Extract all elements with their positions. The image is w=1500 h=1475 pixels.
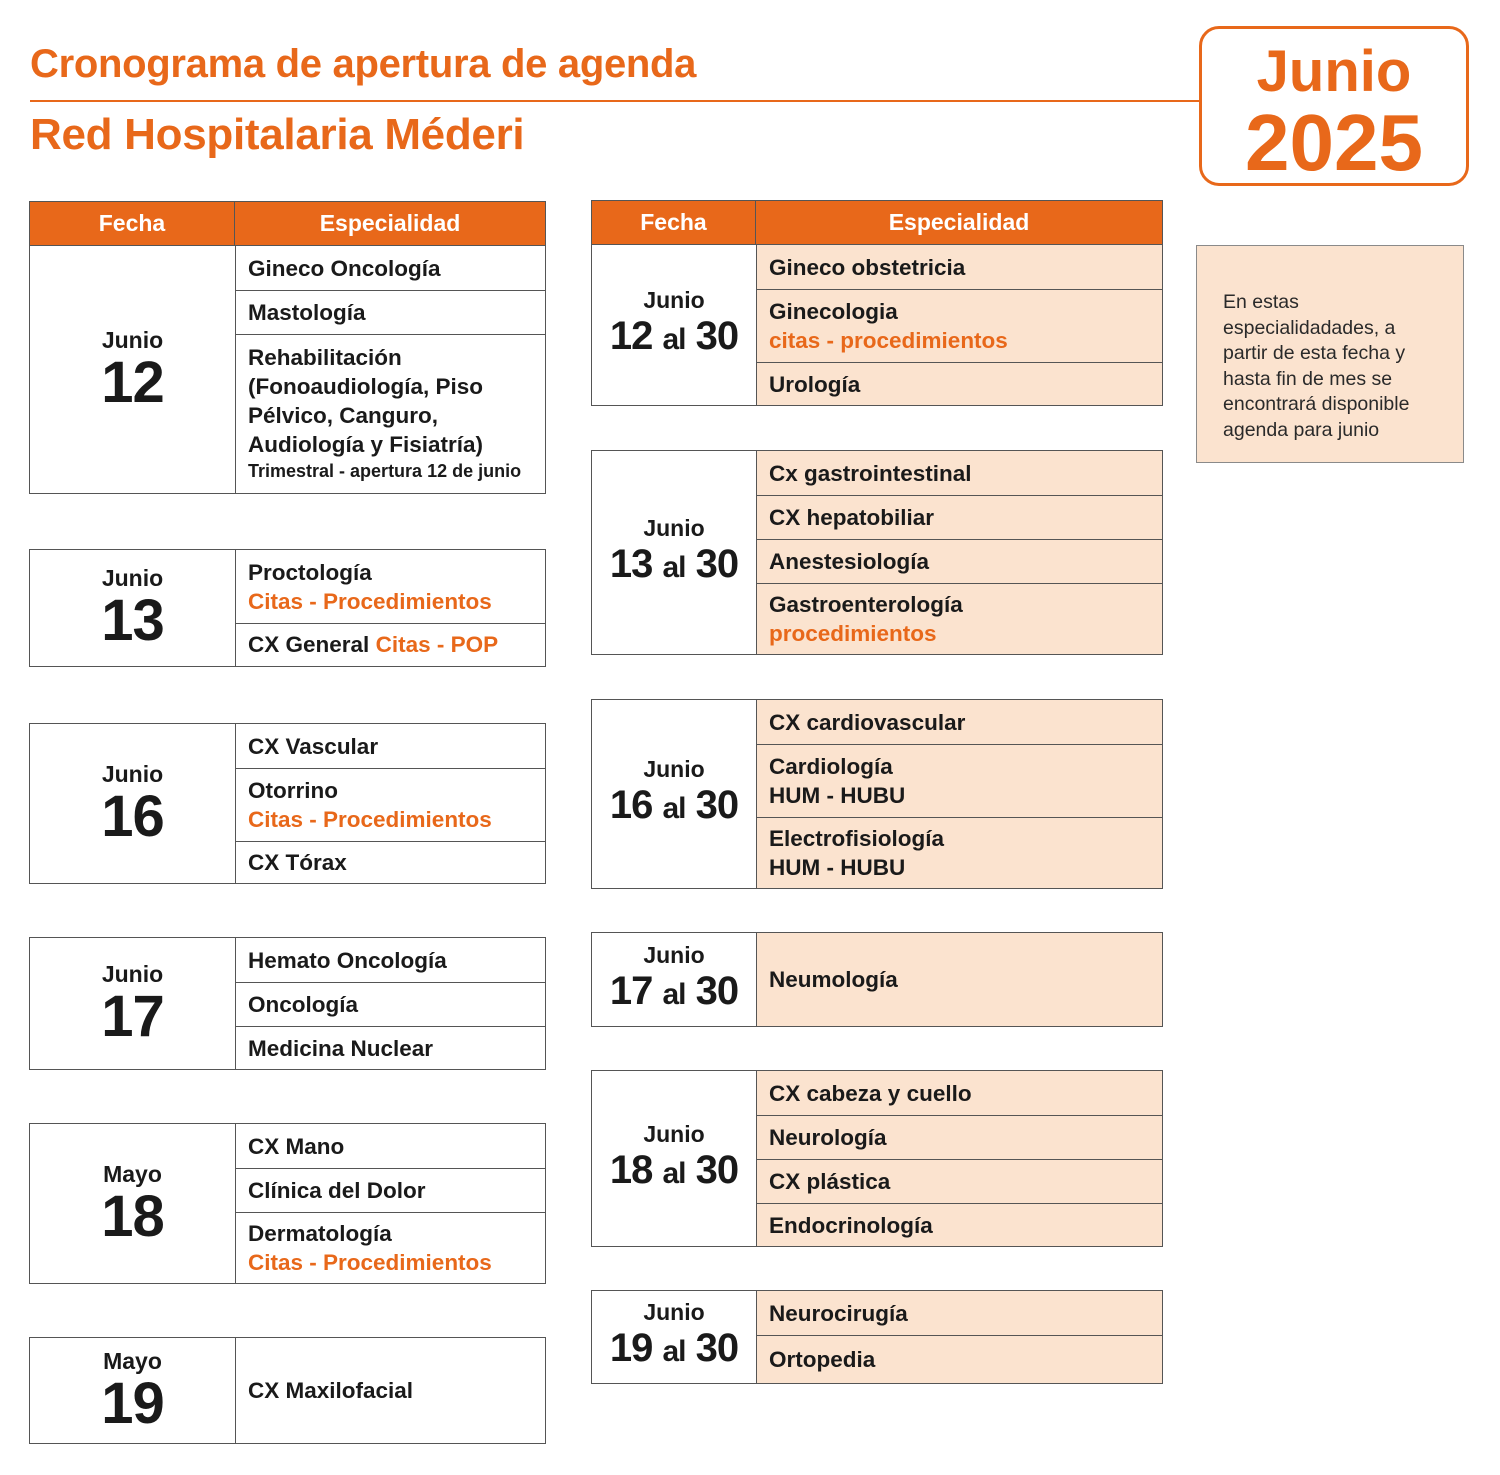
specialty-row — [236, 841, 545, 883]
date-month: Junio — [101, 326, 164, 353]
specialty-name: Oncología — [248, 992, 359, 1017]
date-day: 19 — [101, 1370, 164, 1436]
specialty-subtype: Citas - Procedimientos — [248, 807, 492, 832]
specialty-row — [236, 1338, 545, 1443]
date-month: Junio — [101, 565, 164, 591]
specialty-row — [757, 245, 1162, 289]
specialty-row — [236, 938, 545, 982]
left-col-date-header: Fecha — [30, 202, 235, 245]
right-date-group — [591, 1290, 1163, 1384]
specialty-name: CX Mano — [248, 1133, 345, 1159]
specialty-name: Ginecologia — [769, 299, 898, 324]
left-date-group — [29, 1123, 546, 1284]
specialty-row — [236, 334, 545, 493]
specialty-row — [757, 539, 1162, 583]
specialty-list — [757, 245, 1162, 405]
range-start: 16 — [609, 783, 653, 827]
specialty-name: Gineco Oncología — [248, 255, 441, 281]
specialty-row — [757, 1291, 1162, 1335]
date-range — [610, 541, 738, 591]
date-cell — [592, 933, 757, 1026]
specialty-row — [757, 933, 1162, 1026]
specialty-row — [236, 768, 545, 841]
specialty-name: Neurocirugía — [769, 1300, 908, 1326]
specialty-row — [757, 495, 1162, 539]
specialty-row — [757, 817, 1162, 888]
page-subtitle: Red Hospitalaria Méderi — [30, 110, 525, 159]
range-end: 30 — [695, 1147, 739, 1192]
right-date-group — [591, 244, 1163, 406]
date-month: Junio — [101, 960, 164, 987]
title-divider — [30, 100, 1202, 102]
date-month: Junio — [643, 756, 705, 782]
left-table-header — [29, 201, 546, 246]
specialty-list — [757, 700, 1162, 888]
right-date-group — [591, 450, 1163, 655]
specialty-list — [236, 938, 545, 1069]
specialty-row — [757, 1071, 1162, 1115]
range-start: 18 — [609, 1147, 653, 1192]
date-range — [610, 968, 738, 1018]
date-day: 13 — [101, 588, 164, 653]
specialty-row — [236, 1212, 545, 1283]
left-date-group — [29, 723, 546, 884]
date-cell — [592, 245, 757, 405]
date-month: Junio — [643, 1120, 705, 1147]
specialty-list — [757, 1071, 1162, 1246]
date-cell — [30, 1338, 236, 1443]
right-col-date-header: Fecha — [592, 201, 756, 244]
month-year-box — [1199, 26, 1469, 186]
range-connector: al — [662, 550, 686, 584]
specialty-name: CX Tórax — [248, 850, 347, 875]
specialty-name: Hemato Oncología — [248, 947, 447, 973]
date-month: Junio — [643, 941, 705, 968]
specialty-row — [757, 1159, 1162, 1203]
date-cell — [30, 1124, 236, 1283]
date-range — [610, 1147, 738, 1197]
specialty-list — [236, 1124, 545, 1283]
specialty-name: Cx gastrointestinal — [769, 460, 972, 486]
date-cell — [30, 246, 236, 493]
specialty-name: CX plástica — [769, 1169, 891, 1194]
left-date-group — [29, 1337, 546, 1444]
date-cell — [30, 724, 236, 883]
specialty-row — [757, 1203, 1162, 1246]
specialty-name: Otorrino — [248, 778, 338, 803]
specialty-row — [757, 583, 1162, 654]
date-cell — [30, 550, 236, 666]
range-start: 13 — [609, 541, 653, 586]
specialty-row — [236, 982, 545, 1026]
date-month: Junio — [101, 760, 164, 787]
range-start: 12 — [609, 314, 653, 358]
specialty-name: Dermatología — [248, 1221, 392, 1246]
date-day: 17 — [101, 983, 164, 1049]
date-month: Junio — [643, 287, 705, 313]
specialty-subtype: citas - procedimientos — [769, 328, 1008, 353]
range-end: 30 — [695, 1326, 739, 1370]
specialty-site: HUM - HUBU — [769, 855, 906, 880]
info-note: En estas especialidadades, a partir de esta fecha y hasta fin de mes se encontrará disponible agenda para junio — [1196, 245, 1464, 463]
date-month: Mayo — [103, 1160, 162, 1187]
specialty-list — [236, 724, 545, 883]
specialty-name: Proctología — [248, 559, 372, 585]
specialty-list — [757, 1291, 1162, 1383]
specialty-name: CX Maxilofacial — [248, 1378, 414, 1403]
date-cell — [592, 451, 757, 654]
range-start: 19 — [609, 1326, 653, 1370]
specialty-list — [236, 550, 545, 666]
range-connector: al — [662, 1156, 686, 1190]
specialty-list — [757, 933, 1162, 1026]
specialty-name: Cardiología — [769, 754, 893, 779]
right-date-group — [591, 699, 1163, 889]
specialty-row — [757, 362, 1162, 405]
specialty-subtype: Citas - Procedimientos — [248, 1250, 492, 1275]
date-month: Junio — [643, 1299, 705, 1325]
date-cell — [592, 1291, 757, 1383]
specialty-name: CX General — [248, 632, 370, 657]
date-cell — [592, 700, 757, 888]
specialty-row — [757, 700, 1162, 744]
specialty-row — [236, 1026, 545, 1069]
range-end: 30 — [695, 541, 739, 586]
range-start: 17 — [609, 968, 653, 1013]
date-day: 12 — [101, 349, 164, 415]
specialty-row — [757, 744, 1162, 817]
specialty-subtype: procedimientos — [769, 621, 937, 646]
specialty-name: Gineco obstetricia — [769, 254, 966, 280]
specialty-row — [757, 1115, 1162, 1159]
specialty-row — [236, 724, 545, 768]
specialty-row — [236, 1168, 545, 1212]
specialty-name: Rehabilitación (Fonoaudiología, Piso Pélvico, Canguro, Audiología y Fisiatría) — [248, 345, 484, 457]
specialty-name: CX cabeza y cuello — [769, 1080, 972, 1106]
left-date-group — [29, 245, 546, 494]
range-connector: al — [662, 1335, 686, 1368]
date-range — [610, 1325, 738, 1375]
specialty-site: HUM - HUBU — [769, 783, 906, 808]
right-table-header — [591, 200, 1163, 245]
right-col-specialty-header: Especialidad — [888, 209, 1030, 235]
specialty-row — [236, 246, 545, 290]
range-end: 30 — [695, 783, 739, 827]
specialty-name: Urología — [769, 371, 861, 397]
specialty-list — [236, 246, 545, 493]
specialty-name: Electrofisiología — [769, 826, 945, 851]
date-day: 18 — [101, 1183, 164, 1249]
left-col-specialty-header: Especialidad — [319, 210, 461, 236]
specialty-name: CX Vascular — [248, 733, 379, 759]
specialty-list — [236, 1338, 545, 1443]
right-date-group — [591, 1070, 1163, 1247]
specialty-name: Gastroenterología — [769, 592, 963, 617]
specialty-name: Ortopedia — [769, 1347, 876, 1372]
specialty-row — [757, 451, 1162, 495]
right-date-group — [591, 932, 1163, 1027]
specialty-name: Medicina Nuclear — [248, 1035, 434, 1061]
specialty-row — [236, 623, 545, 666]
range-connector: al — [662, 977, 686, 1011]
date-month: Junio — [643, 514, 705, 541]
date-range — [610, 313, 738, 363]
specialty-row — [757, 289, 1162, 362]
range-connector: al — [662, 323, 686, 356]
specialty-row — [236, 1124, 545, 1168]
specialty-name: Neurología — [769, 1125, 887, 1150]
specialty-subtype: Citas - Procedimientos — [248, 588, 492, 614]
specialty-row — [236, 290, 545, 334]
specialty-name: Mastología — [248, 300, 366, 325]
range-connector: al — [662, 792, 686, 825]
specialty-row — [236, 550, 545, 623]
specialty-name: Endocrinología — [769, 1212, 933, 1238]
range-end: 30 — [695, 968, 739, 1013]
range-end: 30 — [695, 314, 739, 358]
left-date-group — [29, 549, 546, 667]
date-range — [610, 782, 738, 832]
date-day: 16 — [101, 783, 164, 849]
date-cell — [30, 938, 236, 1069]
date-month: Mayo — [103, 1347, 162, 1374]
specialty-name: CX cardiovascular — [769, 709, 966, 735]
page-title: Cronograma de apertura de agenda — [30, 42, 697, 86]
specialty-list — [757, 451, 1162, 654]
specialty-name: CX hepatobiliar — [769, 505, 935, 530]
left-date-group — [29, 937, 546, 1070]
specialty-name: Clínica del Dolor — [248, 1178, 426, 1203]
specialty-name: Neumología — [769, 967, 898, 992]
specialty-subtype: Citas - POP — [375, 632, 499, 657]
month-label: Junio — [1256, 39, 1412, 104]
year-label: 2025 — [1245, 98, 1423, 187]
date-cell — [592, 1071, 757, 1246]
specialty-row — [757, 1335, 1162, 1383]
specialty-note: Trimestral - apertura 12 de junio — [248, 461, 522, 481]
specialty-name: Anestesiología — [769, 549, 930, 574]
